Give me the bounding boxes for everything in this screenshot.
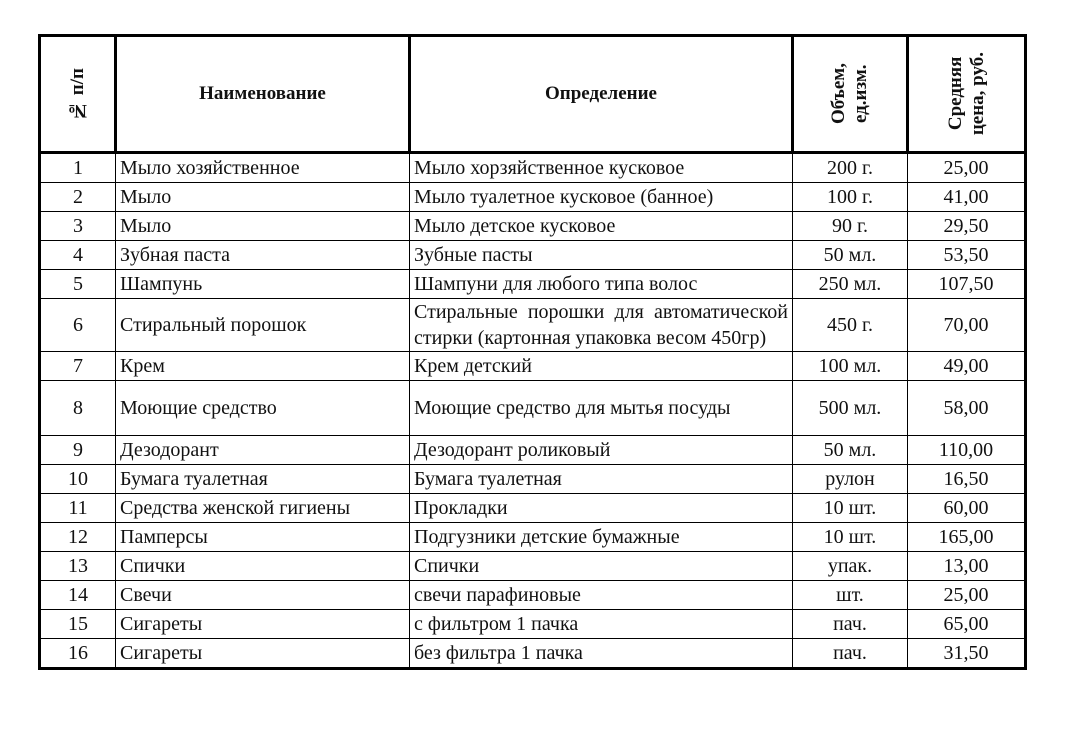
table-row	[40, 270, 1026, 299]
cell-name: Мыло	[116, 183, 410, 212]
cell-num: 11	[40, 494, 116, 523]
cell-definition: Мыло детское кусковое	[410, 212, 793, 241]
cell-price: 70,00	[908, 299, 1026, 352]
cell-price: 25,00	[908, 153, 1026, 183]
cell-volume: 250 мл.	[793, 270, 908, 299]
cell-name: Сигареты	[116, 639, 410, 669]
cell-num: 5	[40, 270, 116, 299]
cell-definition: Подгузники детские бумажные	[410, 523, 793, 552]
cell-definition: Мыло туалетное кусковое (банное)	[410, 183, 793, 212]
cell-name: Мыло	[116, 212, 410, 241]
cell-price: 60,00	[908, 494, 1026, 523]
cell-definition: без фильтра 1 пачка	[410, 639, 793, 669]
cell-num: 10	[40, 465, 116, 494]
cell-definition: свечи парафиновые	[410, 581, 793, 610]
table-row	[40, 523, 1026, 552]
table-row	[40, 299, 1026, 352]
cell-price: 31,50	[908, 639, 1026, 669]
cell-volume: 100 г.	[793, 183, 908, 212]
cell-volume: 50 мл.	[793, 241, 908, 270]
cell-price: 110,00	[908, 436, 1026, 465]
cell-num: 16	[40, 639, 116, 669]
cell-name: Крем	[116, 352, 410, 381]
table-row	[40, 552, 1026, 581]
cell-price: 107,50	[908, 270, 1026, 299]
cell-num: 9	[40, 436, 116, 465]
cell-price: 58,00	[908, 381, 1026, 436]
cell-definition: Мыло хорзяйственное кусковое	[410, 153, 793, 183]
cell-name: Дезодорант	[116, 436, 410, 465]
cell-num: 6	[40, 299, 116, 352]
table-row	[40, 639, 1026, 669]
cell-definition: Стиральные порошки для автоматической стирки (картонная упаковка весом 450гр)	[410, 299, 793, 352]
header-name: Наименование	[116, 36, 410, 153]
cell-price: 65,00	[908, 610, 1026, 639]
table-row	[40, 381, 1026, 436]
cell-volume: 450 г.	[793, 299, 908, 352]
table-row	[40, 183, 1026, 212]
cell-volume: упак.	[793, 552, 908, 581]
cell-name: Памперсы	[116, 523, 410, 552]
cell-volume: шт.	[793, 581, 908, 610]
cell-definition: Шампуни для любого типа волос	[410, 270, 793, 299]
table-row	[40, 436, 1026, 465]
price-table	[38, 34, 1027, 670]
cell-definition: Дезодорант роликовый	[410, 436, 793, 465]
table-row	[40, 581, 1026, 610]
cell-num: 3	[40, 212, 116, 241]
table-row	[40, 494, 1026, 523]
cell-definition: Зубные пасты	[410, 241, 793, 270]
cell-definition: Спички	[410, 552, 793, 581]
cell-volume: 500 мл.	[793, 381, 908, 436]
table-row	[40, 241, 1026, 270]
cell-num: 1	[40, 153, 116, 183]
cell-num: 12	[40, 523, 116, 552]
cell-name: Бумага туалетная	[116, 465, 410, 494]
table-row	[40, 610, 1026, 639]
cell-price: 53,50	[908, 241, 1026, 270]
cell-num: 7	[40, 352, 116, 381]
table-row	[40, 465, 1026, 494]
cell-price: 41,00	[908, 183, 1026, 212]
header-definition: Определение	[410, 36, 793, 153]
cell-definition: с фильтром 1 пачка	[410, 610, 793, 639]
table-row	[40, 153, 1026, 183]
cell-definition: Крем детский	[410, 352, 793, 381]
cell-volume: 10 шт.	[793, 523, 908, 552]
cell-volume: 100 мл.	[793, 352, 908, 381]
cell-price: 16,50	[908, 465, 1026, 494]
cell-price: 25,00	[908, 581, 1026, 610]
cell-name: Стиральный порошок	[116, 299, 410, 352]
cell-name: Средства женской гигиены	[116, 494, 410, 523]
cell-num: 14	[40, 581, 116, 610]
header-row	[40, 36, 1026, 153]
header-num: № п/п	[40, 36, 116, 153]
cell-volume: 50 мл.	[793, 436, 908, 465]
cell-price: 13,00	[908, 552, 1026, 581]
cell-num: 2	[40, 183, 116, 212]
cell-volume: пач.	[793, 610, 908, 639]
cell-name: Зубная паста	[116, 241, 410, 270]
cell-definition: Бумага туалетная	[410, 465, 793, 494]
cell-volume: 200 г.	[793, 153, 908, 183]
cell-num: 15	[40, 610, 116, 639]
cell-num: 13	[40, 552, 116, 581]
header-price: Средняя цена, руб.	[908, 36, 1026, 153]
cell-name: Спички	[116, 552, 410, 581]
cell-price: 165,00	[908, 523, 1026, 552]
table-row	[40, 212, 1026, 241]
cell-name: Шампунь	[116, 270, 410, 299]
table-row	[40, 352, 1026, 381]
cell-volume: 10 шт.	[793, 494, 908, 523]
cell-price: 49,00	[908, 352, 1026, 381]
header-volume: Объем, ед.изм.	[793, 36, 908, 153]
cell-volume: пач.	[793, 639, 908, 669]
cell-num: 8	[40, 381, 116, 436]
cell-definition: Моющие средство для мытья посуды	[410, 381, 793, 436]
cell-name: Свечи	[116, 581, 410, 610]
cell-volume: рулон	[793, 465, 908, 494]
cell-volume: 90 г.	[793, 212, 908, 241]
cell-name: Мыло хозяйственное	[116, 153, 410, 183]
cell-price: 29,50	[908, 212, 1026, 241]
cell-num: 4	[40, 241, 116, 270]
cell-name: Сигареты	[116, 610, 410, 639]
cell-name: Моющие средство	[116, 381, 410, 436]
cell-definition: Прокладки	[410, 494, 793, 523]
